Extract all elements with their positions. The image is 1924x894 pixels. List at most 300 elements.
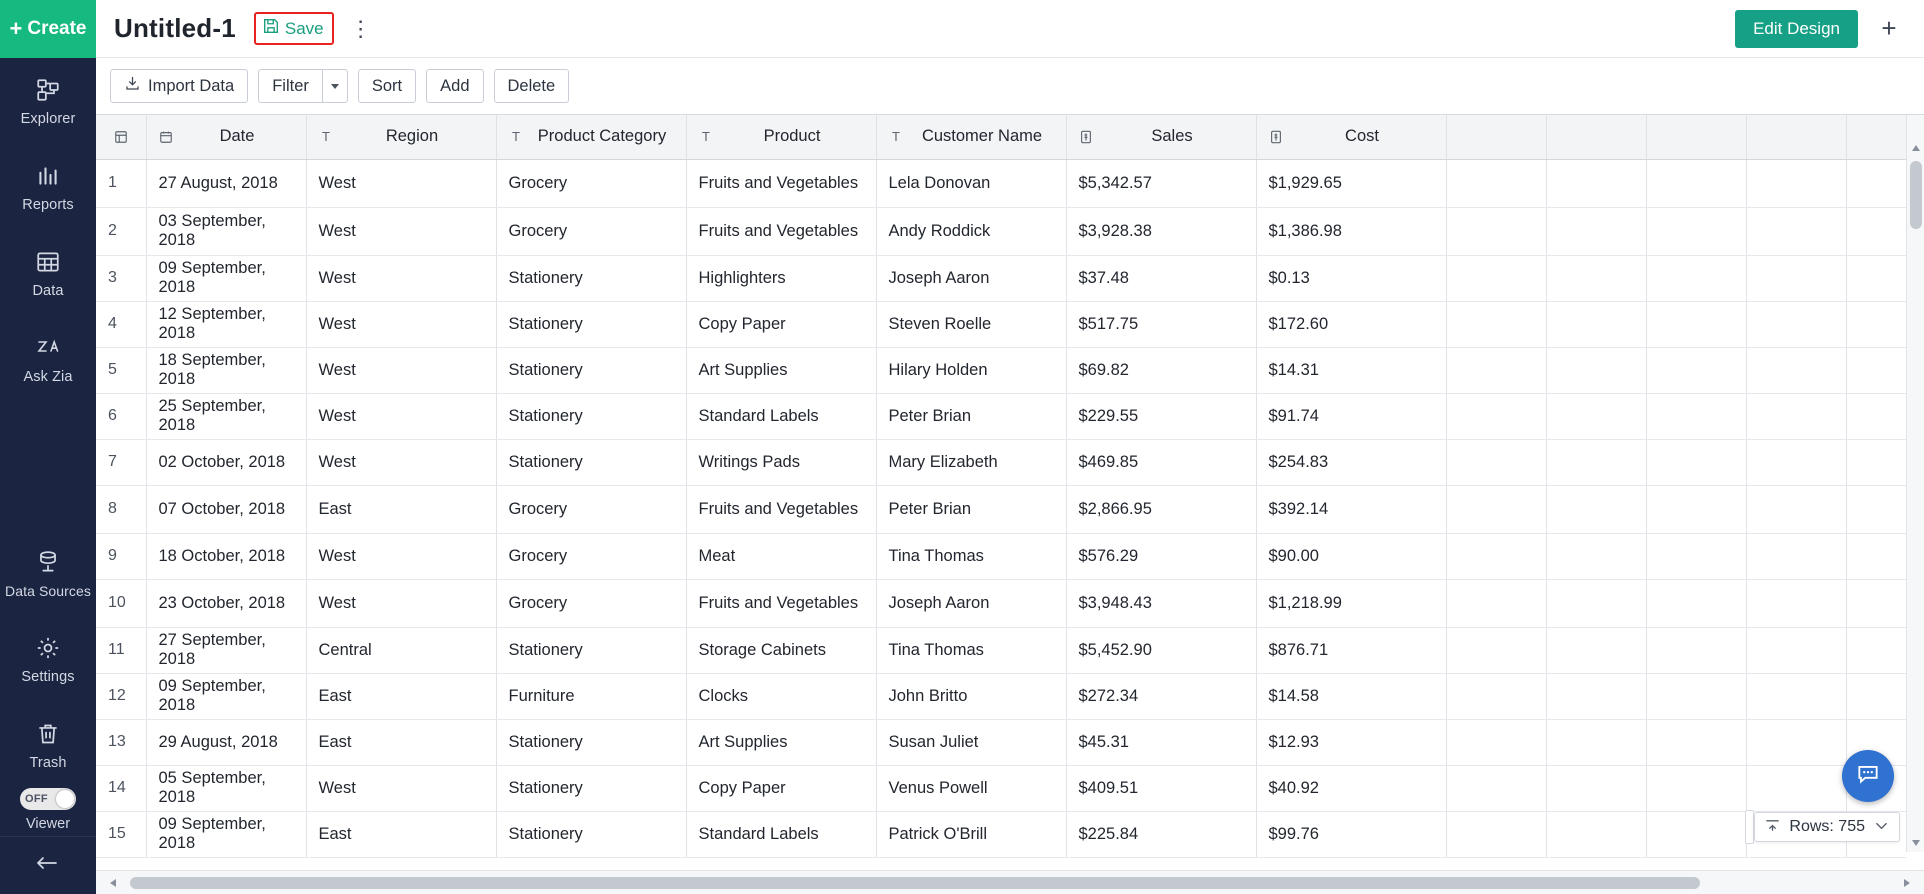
cell-empty[interactable] <box>1846 439 1906 485</box>
cell-cost[interactable]: $90.00 <box>1256 533 1446 579</box>
cell-product-category[interactable]: Stationery <box>496 347 686 393</box>
cell-empty[interactable] <box>1846 301 1906 347</box>
cell-product-category[interactable]: Furniture <box>496 673 686 719</box>
cell-sales[interactable]: $576.29 <box>1066 533 1256 579</box>
cell-product-category[interactable]: Stationery <box>496 765 686 811</box>
cell-empty[interactable] <box>1846 485 1906 533</box>
cell-product[interactable]: Writings Pads <box>686 439 876 485</box>
cell-cost[interactable]: $1,218.99 <box>1256 579 1446 627</box>
cell-empty[interactable] <box>1546 579 1646 627</box>
cell-empty[interactable] <box>1746 627 1846 673</box>
cell-empty[interactable] <box>1446 811 1546 857</box>
currency-icon <box>1079 130 1094 144</box>
column-header-label: Product <box>763 127 821 146</box>
cell-empty[interactable] <box>1846 627 1906 673</box>
cell-date[interactable]: 18 September, 2018 <box>146 347 306 393</box>
cell-empty[interactable] <box>1746 719 1846 765</box>
cell-empty[interactable] <box>1446 207 1546 255</box>
cell-product[interactable]: Copy Paper <box>686 765 876 811</box>
cell-product-category[interactable]: Grocery <box>496 533 686 579</box>
cell-empty[interactable] <box>1646 255 1746 301</box>
cell-date[interactable]: 29 August, 2018 <box>146 719 306 765</box>
cell-region[interactable]: West <box>306 533 496 579</box>
cell-customer-name[interactable]: Patrick O'Brill <box>876 811 1066 857</box>
expand-rows-icon[interactable] <box>1874 818 1889 836</box>
data-table <box>96 115 1906 858</box>
table-row[interactable] <box>96 673 1906 719</box>
row-number[interactable]: 10 <box>96 579 146 627</box>
cell-customer-name[interactable]: Lela Donovan <box>876 159 1066 207</box>
save-button[interactable] <box>254 12 334 45</box>
sidebar-item-data[interactable] <box>0 230 96 316</box>
cell-cost[interactable]: $1,386.98 <box>1256 207 1446 255</box>
cell-product[interactable]: Storage Cabinets <box>686 627 876 673</box>
viewer-toggle-label: Viewer <box>25 816 71 832</box>
cell-product-category[interactable]: Stationery <box>496 719 686 765</box>
row-number[interactable]: 2 <box>96 207 146 255</box>
table-body <box>96 159 1906 857</box>
page-title: Untitled-1 <box>114 13 236 43</box>
cell-empty[interactable] <box>1646 719 1746 765</box>
column-header-product[interactable] <box>686 115 876 159</box>
table-row[interactable] <box>96 439 1906 485</box>
cell-empty[interactable] <box>1746 533 1846 579</box>
cell-empty[interactable] <box>1546 439 1646 485</box>
cell-empty[interactable] <box>1546 533 1646 579</box>
cell-empty[interactable] <box>1546 673 1646 719</box>
cell-empty[interactable] <box>1646 347 1746 393</box>
cell-sales[interactable]: $469.85 <box>1066 439 1256 485</box>
row-number[interactable]: 8 <box>96 485 146 533</box>
cell-date[interactable]: 03 September, 2018 <box>146 207 306 255</box>
cell-sales[interactable]: $3,948.43 <box>1066 579 1256 627</box>
cell-empty[interactable] <box>1646 393 1746 439</box>
cell-date[interactable]: 27 August, 2018 <box>146 159 306 207</box>
cell-region[interactable]: West <box>306 207 496 255</box>
cell-customer-name[interactable]: Susan Juliet <box>876 719 1066 765</box>
date-icon <box>159 130 174 144</box>
cell-empty[interactable] <box>1646 765 1746 811</box>
add-button-label: Add <box>440 76 470 95</box>
cell-empty[interactable] <box>1646 673 1746 719</box>
import-data-label: Import Data <box>148 76 235 95</box>
cell-product-category[interactable]: Grocery <box>496 159 686 207</box>
cell-product[interactable]: Highlighters <box>686 255 876 301</box>
cell-region[interactable]: West <box>306 159 496 207</box>
column-header-empty[interactable] <box>1446 115 1546 159</box>
cell-empty[interactable] <box>1546 811 1646 857</box>
cell-empty[interactable] <box>1546 719 1646 765</box>
data-icon <box>33 247 63 277</box>
title-bar <box>96 0 1924 58</box>
cell-product-category[interactable]: Stationery <box>496 301 686 347</box>
cell-empty[interactable] <box>1746 255 1846 301</box>
add-tab-button[interactable]: + <box>1881 13 1897 43</box>
cell-customer-name[interactable]: Venus Powell <box>876 765 1066 811</box>
column-header-label: Date <box>219 127 255 146</box>
cell-region[interactable]: Central <box>306 627 496 673</box>
cell-product[interactable]: Fruits and Vegetables <box>686 485 876 533</box>
cell-cost[interactable]: $14.31 <box>1256 347 1446 393</box>
cell-sales[interactable]: $272.34 <box>1066 673 1256 719</box>
cell-date[interactable]: 09 September, 2018 <box>146 673 306 719</box>
cell-date[interactable]: 07 October, 2018 <box>146 485 306 533</box>
row-number[interactable]: 6 <box>96 393 146 439</box>
cell-sales[interactable]: $2,866.95 <box>1066 485 1256 533</box>
cell-empty[interactable] <box>1746 159 1846 207</box>
cell-empty[interactable] <box>1546 207 1646 255</box>
cell-empty[interactable] <box>1546 301 1646 347</box>
chevron-down-icon <box>331 84 339 89</box>
text-type-icon: T <box>892 129 900 145</box>
cell-empty[interactable] <box>1846 207 1906 255</box>
table-header <box>96 115 1906 159</box>
cell-product[interactable]: Copy Paper <box>686 301 876 347</box>
cell-empty[interactable] <box>1546 627 1646 673</box>
sort-button[interactable] <box>358 69 416 103</box>
cell-empty[interactable] <box>1646 627 1746 673</box>
cell-product-category[interactable]: Stationery <box>496 811 686 857</box>
cell-region[interactable]: East <box>306 719 496 765</box>
cell-empty[interactable] <box>1746 485 1846 533</box>
cell-empty[interactable] <box>1446 719 1546 765</box>
filter-button[interactable] <box>258 69 322 103</box>
cell-empty[interactable] <box>1446 485 1546 533</box>
sidebar-item-label: Reports <box>22 196 74 213</box>
cell-cost[interactable]: $1,929.65 <box>1256 159 1446 207</box>
sidebar-item-label: Explorer <box>20 110 76 127</box>
cell-empty[interactable] <box>1446 765 1546 811</box>
table-row[interactable] <box>96 485 1906 533</box>
row-number[interactable]: 12 <box>96 673 146 719</box>
table-row[interactable] <box>96 207 1906 255</box>
sidebar-item-label: Data Sources <box>4 582 92 599</box>
column-header-label: Sales <box>1151 127 1193 146</box>
cell-empty[interactable] <box>1746 347 1846 393</box>
viewer-toggle-state[interactable]: OFF <box>20 788 76 810</box>
row-number[interactable]: 9 <box>96 533 146 579</box>
column-header-empty[interactable] <box>1746 115 1846 159</box>
cell-customer-name[interactable]: Tina Thomas <box>876 533 1066 579</box>
cell-cost[interactable]: $0.13 <box>1256 255 1446 301</box>
scroll-up-icon[interactable] <box>1907 139 1924 157</box>
chat-support-button[interactable] <box>1842 750 1894 802</box>
cell-cost[interactable]: $99.76 <box>1256 811 1446 857</box>
column-header-label: Cost <box>1345 127 1379 146</box>
cell-region[interactable]: West <box>306 255 496 301</box>
cell-empty[interactable] <box>1546 347 1646 393</box>
sidebar-spacer <box>0 402 96 530</box>
sort-button-label: Sort <box>371 76 403 95</box>
cell-product[interactable]: Art Supplies <box>686 347 876 393</box>
vertical-scroll-thumb[interactable] <box>1910 161 1922 229</box>
create-button-label: Create <box>27 18 87 39</box>
cell-empty[interactable] <box>1546 393 1646 439</box>
cell-customer-name[interactable]: Hilary Holden <box>876 347 1066 393</box>
cell-empty[interactable] <box>1646 533 1746 579</box>
rows-count-panel[interactable] <box>1754 812 1900 842</box>
cell-product[interactable]: Art Supplies <box>686 719 876 765</box>
column-header-sales[interactable] <box>1066 115 1256 159</box>
cell-product-category[interactable]: Stationery <box>496 439 686 485</box>
viewer-toggle[interactable] <box>0 788 96 836</box>
grid-scroll-region[interactable] <box>96 115 1906 870</box>
cell-product[interactable]: Fruits and Vegetables <box>686 579 876 627</box>
cell-empty[interactable] <box>1746 393 1846 439</box>
filter-dropdown-button[interactable] <box>322 69 348 103</box>
sidebar-item-trash[interactable] <box>0 702 96 788</box>
sidebar-item-explorer[interactable] <box>0 58 96 144</box>
cell-empty[interactable] <box>1646 579 1746 627</box>
row-select-icon <box>113 130 128 144</box>
cell-product-category[interactable]: Grocery <box>496 207 686 255</box>
cell-sales[interactable]: $3,928.38 <box>1066 207 1256 255</box>
cell-empty[interactable] <box>1546 485 1646 533</box>
chat-bubble-icon <box>1855 761 1881 792</box>
row-number[interactable]: 3 <box>96 255 146 301</box>
row-number[interactable]: 14 <box>96 765 146 811</box>
column-header-empty[interactable] <box>1646 115 1746 159</box>
settings-gear-icon <box>33 633 63 663</box>
add-row-button[interactable] <box>426 69 483 103</box>
cell-customer-name[interactable]: John Britto <box>876 673 1066 719</box>
row-number[interactable]: 5 <box>96 347 146 393</box>
table-row[interactable] <box>96 347 1906 393</box>
column-header-empty[interactable] <box>1846 115 1906 159</box>
cell-cost[interactable]: $91.74 <box>1256 393 1446 439</box>
cell-customer-name[interactable]: Peter Brian <box>876 393 1066 439</box>
cell-empty[interactable] <box>1546 255 1646 301</box>
sidebar-item-label: Settings <box>21 668 75 685</box>
cell-product[interactable]: Clocks <box>686 673 876 719</box>
sidebar-item-ask-zia[interactable] <box>0 316 96 402</box>
table-row[interactable] <box>96 579 1906 627</box>
cell-empty[interactable] <box>1846 159 1906 207</box>
table-row[interactable] <box>96 393 1906 439</box>
cell-region[interactable]: East <box>306 485 496 533</box>
cell-region[interactable]: West <box>306 393 496 439</box>
cell-empty[interactable] <box>1846 393 1906 439</box>
sidebar-collapse-button[interactable] <box>0 836 96 894</box>
column-header-select-all[interactable] <box>96 115 146 159</box>
cell-empty[interactable] <box>1446 673 1546 719</box>
scroll-right-icon[interactable] <box>1896 871 1918 894</box>
main-area <box>96 0 1924 894</box>
column-header-empty[interactable] <box>1546 115 1646 159</box>
cell-empty[interactable] <box>1746 765 1846 811</box>
cell-sales[interactable]: $69.82 <box>1066 347 1256 393</box>
cell-date[interactable]: 18 October, 2018 <box>146 533 306 579</box>
cell-sales[interactable]: $517.75 <box>1066 301 1256 347</box>
sidebar-item-label: Ask Zia <box>23 368 73 385</box>
delete-button-label: Delete <box>507 76 556 95</box>
text-type-icon: T <box>702 129 710 145</box>
data-grid-area <box>96 114 1924 870</box>
cell-empty[interactable] <box>1646 811 1746 857</box>
cell-sales[interactable]: $5,452.90 <box>1066 627 1256 673</box>
row-number[interactable]: 4 <box>96 301 146 347</box>
sidebar-item-data-sources[interactable] <box>0 530 96 616</box>
cell-product-category[interactable]: Stationery <box>496 627 686 673</box>
edit-design-button[interactable]: Edit Design <box>1735 10 1858 48</box>
row-number[interactable]: 7 <box>96 439 146 485</box>
table-row[interactable] <box>96 765 1906 811</box>
cell-empty[interactable] <box>1446 533 1546 579</box>
cell-empty[interactable] <box>1446 301 1546 347</box>
cell-region[interactable]: East <box>306 673 496 719</box>
column-header-customer-name[interactable] <box>876 115 1066 159</box>
cell-date[interactable]: 09 September, 2018 <box>146 811 306 857</box>
scroll-down-icon[interactable] <box>1907 834 1924 852</box>
cell-empty[interactable] <box>1746 301 1846 347</box>
sidebar-item-label: Trash <box>29 754 67 771</box>
cell-product[interactable]: Standard Labels <box>686 811 876 857</box>
cell-customer-name[interactable]: Tina Thomas <box>876 627 1066 673</box>
cell-region[interactable]: West <box>306 347 496 393</box>
cell-empty[interactable] <box>1646 485 1746 533</box>
sidebar-item-label: Data <box>32 282 64 299</box>
cell-empty[interactable] <box>1646 301 1746 347</box>
cell-customer-name[interactable]: Mary Elizabeth <box>876 439 1066 485</box>
cell-product[interactable]: Fruits and Vegetables <box>686 159 876 207</box>
cell-product[interactable]: Standard Labels <box>686 393 876 439</box>
cell-date[interactable]: 27 September, 2018 <box>146 627 306 673</box>
cell-customer-name[interactable]: Andy Roddick <box>876 207 1066 255</box>
cell-empty[interactable] <box>1846 673 1906 719</box>
cell-empty[interactable] <box>1446 579 1546 627</box>
plus-icon: + <box>9 16 23 41</box>
cell-product-category[interactable]: Grocery <box>496 579 686 627</box>
table-row[interactable] <box>96 719 1906 765</box>
filter-split-button[interactable] <box>258 69 348 103</box>
cell-empty[interactable] <box>1746 579 1846 627</box>
cell-empty[interactable] <box>1446 439 1546 485</box>
sidebar-item-reports[interactable] <box>0 144 96 230</box>
create-button[interactable] <box>0 0 96 58</box>
cell-product-category[interactable]: Stationery <box>496 393 686 439</box>
cell-empty[interactable] <box>1646 439 1746 485</box>
cell-cost[interactable]: $876.71 <box>1256 627 1446 673</box>
cell-region[interactable]: West <box>306 439 496 485</box>
cell-product[interactable]: Fruits and Vegetables <box>686 207 876 255</box>
table-row[interactable] <box>96 301 1906 347</box>
reports-icon <box>33 161 63 191</box>
left-sidebar <box>0 0 96 894</box>
more-options-icon[interactable]: ⋮ <box>349 15 372 41</box>
import-data-button[interactable] <box>110 69 248 103</box>
table-row[interactable] <box>96 811 1906 857</box>
cell-empty[interactable] <box>1846 255 1906 301</box>
cell-cost[interactable]: $254.83 <box>1256 439 1446 485</box>
cell-sales[interactable]: $5,342.57 <box>1066 159 1256 207</box>
save-button-label: Save <box>284 18 324 38</box>
cell-customer-name[interactable]: Joseph Aaron <box>876 579 1066 627</box>
cell-sales[interactable]: $37.48 <box>1066 255 1256 301</box>
column-header-region[interactable] <box>306 115 496 159</box>
column-header-label: Region <box>385 127 439 146</box>
cell-region[interactable]: East <box>306 811 496 857</box>
row-number[interactable]: 11 <box>96 627 146 673</box>
cell-customer-name[interactable]: Joseph Aaron <box>876 255 1066 301</box>
column-header-label: Customer Name <box>921 127 1043 146</box>
table-row[interactable] <box>96 627 1906 673</box>
cell-empty[interactable] <box>1546 765 1646 811</box>
cell-empty[interactable] <box>1746 439 1846 485</box>
column-header-label: Product Category <box>537 127 667 146</box>
cell-region[interactable]: West <box>306 765 496 811</box>
row-number[interactable]: 13 <box>96 719 146 765</box>
cell-customer-name[interactable]: Steven Roelle <box>876 301 1066 347</box>
table-row[interactable] <box>96 255 1906 301</box>
table-row[interactable] <box>96 159 1906 207</box>
horizontal-scrollbar[interactable] <box>96 870 1924 894</box>
cell-product-category[interactable]: Stationery <box>496 255 686 301</box>
rows-count-label: Rows: 755 <box>1789 818 1865 835</box>
rows-panel-handle[interactable] <box>1745 810 1754 844</box>
cell-date[interactable]: 12 September, 2018 <box>146 301 306 347</box>
cell-empty[interactable] <box>1746 207 1846 255</box>
cell-empty[interactable] <box>1646 159 1746 207</box>
cell-date[interactable]: 25 September, 2018 <box>146 393 306 439</box>
cell-sales[interactable]: $409.51 <box>1066 765 1256 811</box>
filter-button-label: Filter <box>272 76 309 95</box>
cell-empty[interactable] <box>1746 673 1846 719</box>
text-type-icon: T <box>512 129 520 145</box>
cell-cost[interactable]: $40.92 <box>1256 765 1446 811</box>
cell-date[interactable]: 02 October, 2018 <box>146 439 306 485</box>
column-header-product-category[interactable] <box>496 115 686 159</box>
cell-empty[interactable] <box>1446 159 1546 207</box>
cell-cost[interactable]: $14.58 <box>1256 673 1446 719</box>
cell-date[interactable]: 23 October, 2018 <box>146 579 306 627</box>
horizontal-scroll-thumb[interactable] <box>130 877 1700 889</box>
cell-empty[interactable] <box>1446 255 1546 301</box>
cell-cost[interactable]: $172.60 <box>1256 301 1446 347</box>
cell-product[interactable]: Meat <box>686 533 876 579</box>
cell-sales[interactable]: $225.84 <box>1066 811 1256 857</box>
cell-sales[interactable]: $229.55 <box>1066 393 1256 439</box>
cell-sales[interactable]: $45.31 <box>1066 719 1256 765</box>
row-number[interactable]: 15 <box>96 811 146 857</box>
cell-empty[interactable] <box>1546 159 1646 207</box>
vertical-scrollbar[interactable] <box>1906 115 1924 852</box>
cell-date[interactable]: 09 September, 2018 <box>146 255 306 301</box>
scroll-left-icon[interactable] <box>102 871 124 894</box>
cell-region[interactable]: West <box>306 301 496 347</box>
column-header-date[interactable] <box>146 115 306 159</box>
row-number[interactable]: 1 <box>96 159 146 207</box>
cell-empty[interactable] <box>1446 627 1546 673</box>
cell-empty[interactable] <box>1646 207 1746 255</box>
cell-empty[interactable] <box>1846 347 1906 393</box>
collapse-rows-icon[interactable] <box>1765 818 1780 836</box>
cell-empty[interactable] <box>1446 393 1546 439</box>
cell-cost[interactable]: $392.14 <box>1256 485 1446 533</box>
cell-region[interactable]: West <box>306 579 496 627</box>
cell-empty[interactable] <box>1846 579 1906 627</box>
cell-empty[interactable] <box>1446 347 1546 393</box>
table-row[interactable] <box>96 533 1906 579</box>
cell-empty[interactable] <box>1846 533 1906 579</box>
sidebar-item-settings[interactable] <box>0 616 96 702</box>
trash-icon <box>33 719 63 749</box>
cell-date[interactable]: 05 September, 2018 <box>146 765 306 811</box>
cell-product-category[interactable]: Grocery <box>496 485 686 533</box>
delete-row-button[interactable] <box>494 69 570 103</box>
column-header-cost[interactable] <box>1256 115 1446 159</box>
cell-customer-name[interactable]: Peter Brian <box>876 485 1066 533</box>
cell-cost[interactable]: $12.93 <box>1256 719 1446 765</box>
